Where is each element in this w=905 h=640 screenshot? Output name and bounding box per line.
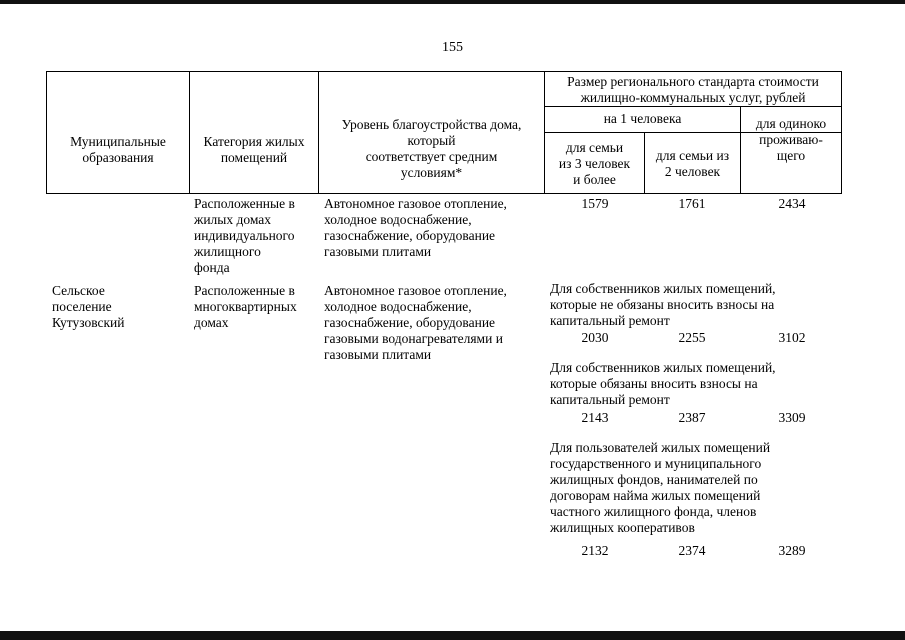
col-line bbox=[46, 71, 47, 194]
header-subline bbox=[544, 106, 842, 107]
row1-single-value: 2434 bbox=[778, 196, 806, 211]
page-number: 155 bbox=[442, 40, 463, 55]
group3-description: Для пользователей жилых помещений государственного и муниципального жилищных фондов, нанимателей по договорам найма жилых помещений частного жилищного фонда, членов жилищных кооперативов bbox=[550, 440, 771, 535]
header-family2: для семьи из 2 человек bbox=[655, 148, 730, 179]
group3-family3-value: 2132 bbox=[581, 543, 609, 558]
group2-single-value: 3309 bbox=[778, 410, 806, 425]
group1-family3-value: 2030 bbox=[581, 330, 609, 345]
header-per-person: на 1 человека bbox=[603, 111, 682, 126]
col-line bbox=[189, 71, 190, 194]
row1-family3-value: 1579 bbox=[581, 196, 609, 211]
header-level: Уровень благоустройства дома, который соответствует средним условиям* bbox=[341, 117, 522, 180]
header-municipality: Муниципальные образования bbox=[70, 134, 166, 165]
row1-level: Автономное газовое отопление, холодное водоснабжение, газоснабжение, оборудование газовыми плитами bbox=[324, 196, 507, 259]
group1-description: Для собственников жилых помещений, которые не обязаны вносить взносы на капитальный ремонт bbox=[550, 281, 776, 328]
header-standard: Размер регионального стандарта стоимости жилищно-коммунальных услуг, рублей bbox=[567, 74, 819, 105]
header-family3: для семьи из 3 человек и более bbox=[558, 140, 631, 187]
row1-category: Расположенные в жилых домах индивидуального жилищного фонда bbox=[194, 196, 295, 275]
group2-family2-value: 2387 bbox=[678, 410, 706, 425]
top-border bbox=[0, 0, 905, 4]
group1-single-value: 3102 bbox=[778, 330, 806, 345]
row2-level: Автономное газовое отопление, холодное водоснабжение, газоснабжение, оборудование газовыми водонагревателями и газовыми плитами bbox=[324, 283, 507, 362]
row2-category: Расположенные в многоквартирных домах bbox=[194, 283, 297, 330]
header-category: Категория жилых помещений bbox=[203, 134, 305, 165]
col-line bbox=[841, 71, 842, 194]
group3-family2-value: 2374 bbox=[678, 543, 706, 558]
table-top-line bbox=[46, 71, 842, 72]
header-single: для одиноко проживаю- щего bbox=[755, 116, 827, 163]
group2-family3-value: 2143 bbox=[581, 410, 609, 425]
group2-description: Для собственников жилых помещений, которые обязаны вносить взносы на капитальный ремонт bbox=[550, 360, 776, 407]
row1-family2-value: 1761 bbox=[678, 196, 706, 211]
header-bottom-line bbox=[46, 193, 842, 194]
group3-single-value: 3289 bbox=[778, 543, 806, 558]
bottom-border bbox=[0, 631, 905, 640]
group1-family2-value: 2255 bbox=[678, 330, 706, 345]
municipality-name: Сельское поселение Кутузовский bbox=[52, 283, 125, 330]
